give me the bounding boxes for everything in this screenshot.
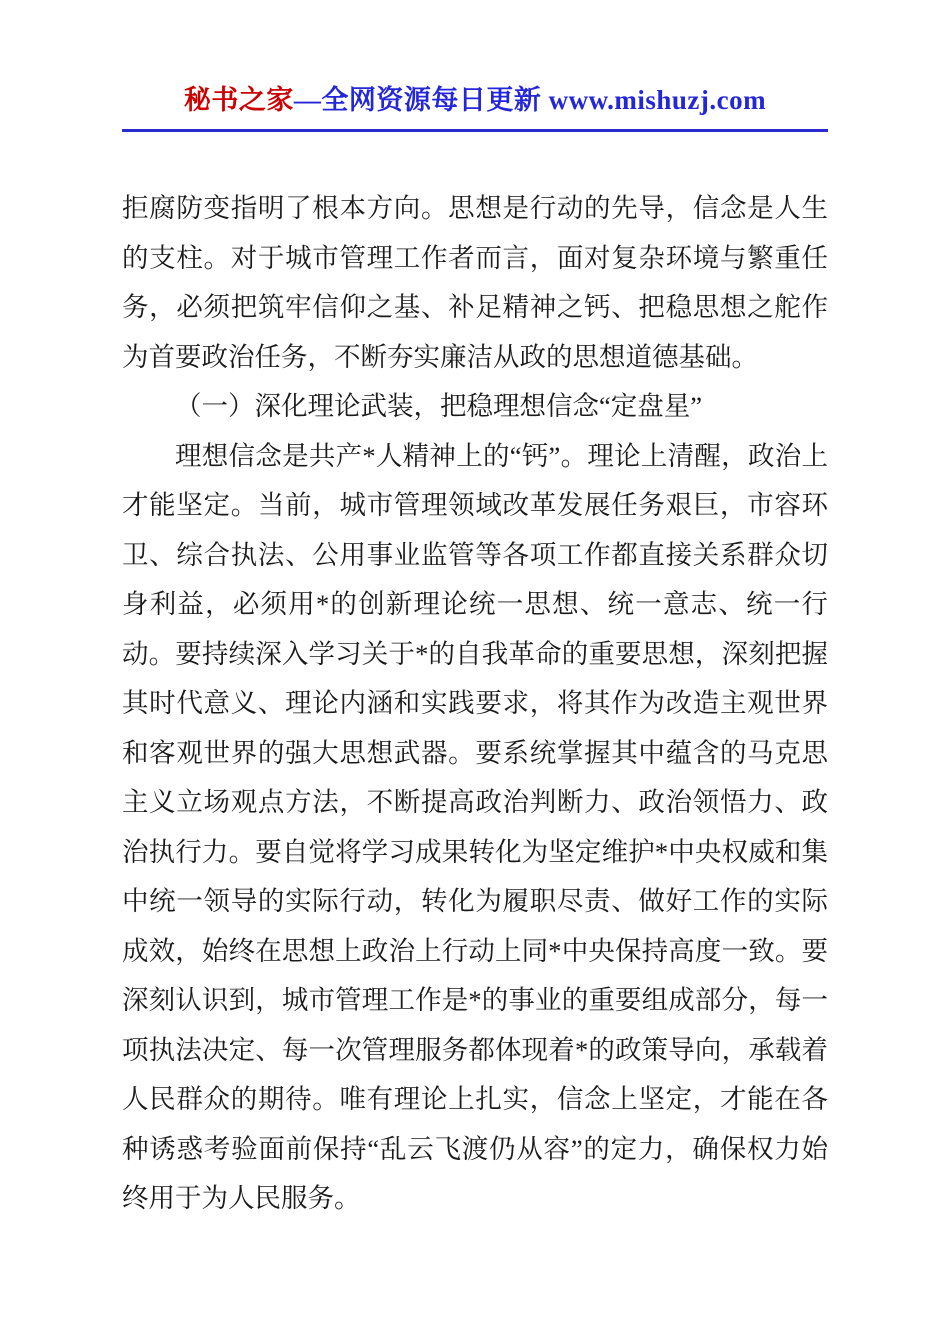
header-url: www.mishuzj.com [548,85,767,115]
header-tagline: —全网资源每日更新 [293,85,549,115]
brand-text: 秘书之家 [183,85,294,115]
paragraph-body: 理想信念是共产*人精神上的“钙”。理论上清醒，政治上才能坚定。当前，城市管理领域改革发展任务艰巨，市容环卫、综合执法、公用事业监管等各项工作都直接关系群众切身利益，必须用*的创新理论统一思想、统一意志、统一行动。要持续深入学习关于*的自我革命的重要思想，深刻把握其时代意义、理论内涵和实践要求，将其作为改造主观世界和客观世界的强大思想武器。要系统掌握其中蕴含的马克思主义立场观点方法，不断提高政治判断力、政治领悟力、政治执行力。要自觉将学习成果转化为坚定维护*中央权威和集中统一领导的实际行动，转化为履职尽责、做好工作的实际成效，始终在思想上政治上行动上同*中央保持高度一致。要深刻认识到，城市管理工作是*的事业的重要组成部分，每一项执法决定、每一次管理服务都体现着*的政策导向，承载着人民群众的期待。唯有理论上扎实，信念上坚定，才能在各种诱惑考验面前保持“乱云飞渡仍从容”的定力，确保权力始终用于为人民服务。 [122,440,828,1213]
section-heading: （一）深化理论武装，把稳理想信念“定盘星” [175,391,703,421]
page-header [122,84,828,116]
paragraph-continuation: 拒腐防变指明了根本方向。思想是行动的先导，信念是人生的支柱。对于城市管理工作者而言，面对复杂环境与繁重任务，必须把筑牢信仰之基、补足精神之钙、把稳思想之舵作为首要政治任务，不断夯实廉洁从政的思想道德基础。 [122,193,828,372]
header-divider [122,129,828,132]
document-body [122,184,828,1224]
